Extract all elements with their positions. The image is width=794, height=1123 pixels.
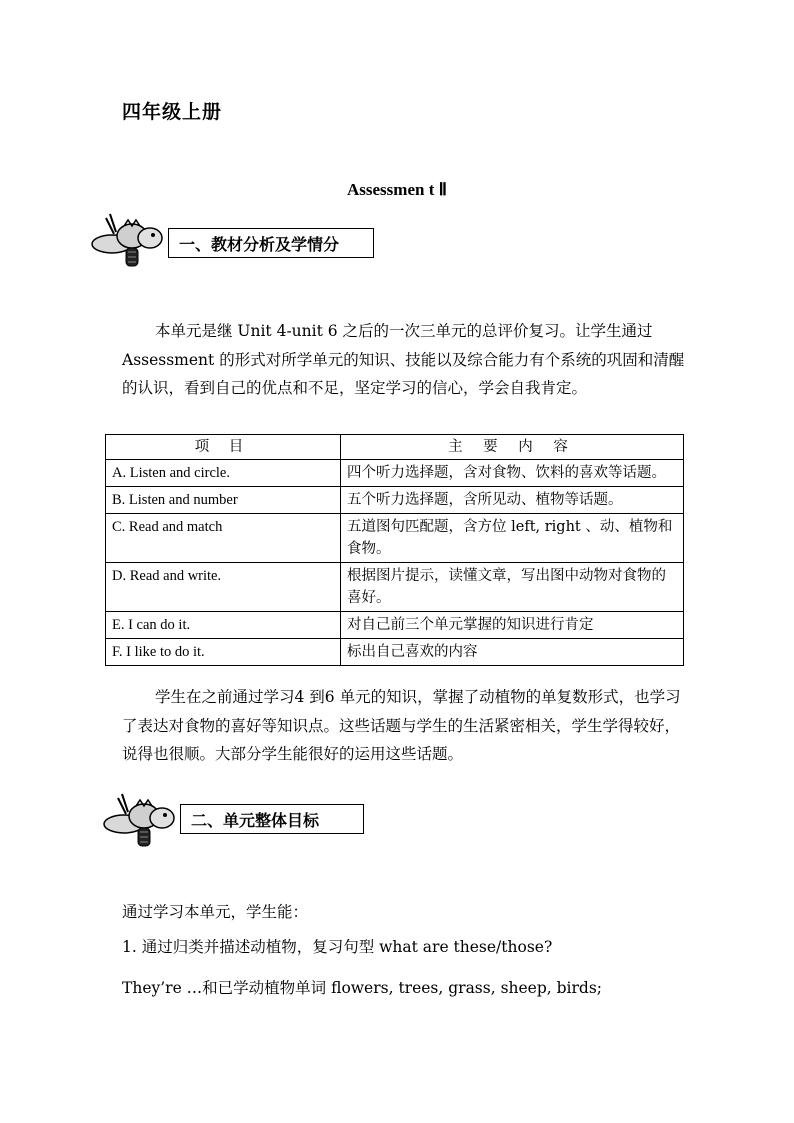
document-title: Assessmen t Ⅱ (347, 180, 447, 199)
row-item: C. Read and match (106, 514, 341, 563)
row-item: B. Listen and number (106, 487, 341, 514)
section-heading-analysis: 一、教材分析及学情分 (168, 228, 374, 258)
header-item: 项 目 (106, 435, 341, 460)
goal-item-1-continued: They’re …和已学动植物单词 flowers, trees, grass, sheep, birds; (122, 979, 603, 997)
table-row (106, 487, 684, 514)
header-content: 主 要 内 容 (341, 435, 684, 460)
row-item: F. I like to do it. (106, 639, 341, 666)
table-row (106, 514, 684, 563)
row-item: D. Read and write. (106, 563, 341, 612)
row-content: 五个听力选择题，含所见动、植物等话题。 (341, 487, 684, 514)
row-content: 五道图句匹配题，含方位 left, right 、动、植物和食物。 (341, 514, 684, 563)
dinosaur-mascot-icon (88, 208, 166, 270)
goal-item-1: 1. 通过归类并描述动植物，复习句型 what are these/those? (122, 938, 553, 956)
analysis-paragraph: 学生在之前通过学习4 到6 单元的知识，掌握了动植物的单复数形式，也学习了表达对食物的喜好等知识点。这些话题与学生的生活紧密相关，学生学得较好，说得也很顺。大部分学生能很好的运用这些话题。 (122, 688, 681, 763)
table-row (106, 612, 684, 639)
row-content: 根据图片提示，读懂文章，写出图中动物对食物的喜好。 (341, 563, 684, 612)
dinosaur-mascot-icon (100, 788, 178, 850)
row-item: E. I can do it. (106, 612, 341, 639)
row-item: A. Listen and circle. (106, 460, 341, 487)
section-heading-goals: 二、单元整体目标 (180, 804, 364, 834)
row-content: 对自己前三个单元掌握的知识进行肯定 (341, 612, 684, 639)
table-row (106, 563, 684, 612)
table-row (106, 460, 684, 487)
row-content: 四个听力选择题，含对食物、饮料的喜欢等话题。 (341, 460, 684, 487)
grade-heading: 四年级上册 (122, 101, 223, 123)
goals-lead: 通过学习本单元，学生能： (122, 903, 309, 921)
intro-paragraph: 本单元是继 Unit 4-unit 6 之后的一次三单元的总评价复习。让学生通过 Assessment 的形式对所学单元的知识、技能以及综合能力有个系统的巩固和清醒的认识，看到自己的优点和不足，坚定学习的信心，学会自我肯定。 (122, 322, 685, 397)
table-row (106, 639, 684, 666)
row-content: 标出自己喜欢的内容 (341, 639, 684, 666)
assessment-table (105, 434, 684, 666)
table-header-row (106, 435, 684, 460)
